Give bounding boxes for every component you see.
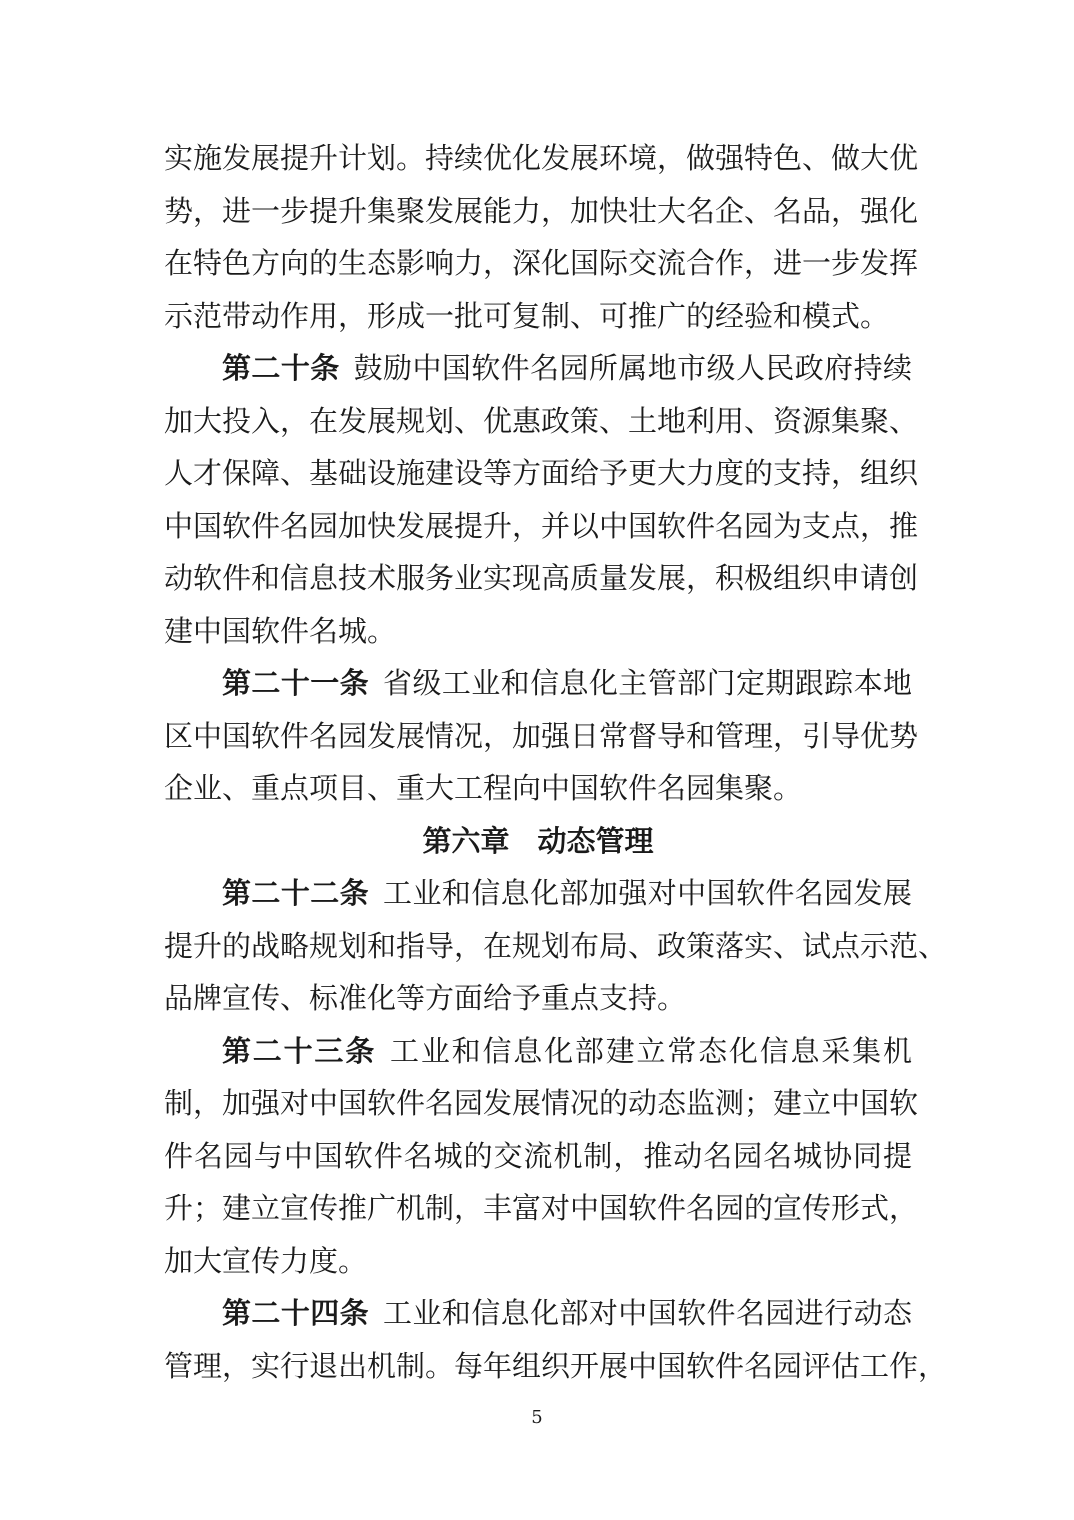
text-line: 制，加强对中国软件名园发展情况的动态监测；建立中国软 bbox=[164, 1086, 919, 1120]
text-segment: 鼓励中国软件名园所属地市级人民政府持续 bbox=[353, 351, 912, 385]
text-segment: 工业和信息化部加强对中国软件名园发展 bbox=[383, 876, 912, 910]
page-number: 5 bbox=[531, 1407, 543, 1428]
article-23-first-line bbox=[164, 1025, 912, 1078]
article-24-number: 第二十四条 bbox=[222, 1296, 370, 1330]
article-23-number: 第二十三条 bbox=[222, 1033, 377, 1068]
text-line: 示范带动作用，形成一批可复制、可推广的经验和模式。 bbox=[164, 298, 890, 333]
text-line: 区中国软件名园发展情况，加强日常督导和管理，引导优势 bbox=[164, 718, 919, 753]
text-line: 件名园与中国软件名城的交流机制，推动名园名城协同提 bbox=[164, 1138, 912, 1173]
article-20-first-line bbox=[164, 342, 912, 395]
article-20-number: 第二十条 bbox=[222, 351, 340, 385]
article-22-number: 第二十二条 bbox=[222, 876, 370, 910]
body-text bbox=[164, 132, 948, 1392]
chapter-title: 动态管理 bbox=[537, 823, 654, 858]
chapter-number: 第六章 bbox=[422, 823, 510, 858]
text-line: 提升的战略规划和指导，在规划布局、政策落实、试点示范、 bbox=[164, 928, 948, 963]
text-line: 动软件和信息技术服务业实现高质量发展，积极组织申请创 bbox=[164, 561, 919, 595]
chapter-heading bbox=[164, 815, 912, 868]
text-line: 管理，实行退出机制。每年组织开展中国软件名园评估工作， bbox=[164, 1348, 948, 1383]
text-line: 势，进一步提升集聚发展能力，加快壮大名企、名品，强化 bbox=[164, 193, 919, 228]
text-segment: 工业和信息化部建立常态化信息采集机 bbox=[390, 1033, 912, 1068]
text-line: 升；建立宣传推广机制，丰富对中国软件名园的宣传形式， bbox=[164, 1191, 919, 1225]
text-line: 人才保障、基础设施建设等方面给予更大力度的支持，组织 bbox=[164, 456, 919, 490]
article-24-first-line bbox=[164, 1287, 912, 1340]
text-line: 加大投入，在发展规划、优惠政策、土地利用、资源集聚、 bbox=[164, 403, 919, 438]
article-21-first-line bbox=[164, 657, 912, 710]
text-line: 建中国软件名城。 bbox=[164, 613, 397, 648]
text-line: 在特色方向的生态影响力，深化国际交流合作，进一步发挥 bbox=[164, 246, 919, 280]
article-21-number: 第二十一条 bbox=[222, 666, 370, 700]
text-line: 企业、重点项目、重大工程向中国软件名园集聚。 bbox=[164, 771, 803, 805]
text-line: 实施发展提升计划。持续优化发展环境，做强特色、做大优 bbox=[164, 141, 919, 175]
text-line: 品牌宣传、标准化等方面给予重点支持。 bbox=[164, 981, 687, 1015]
text-segment: 工业和信息化部对中国软件名园进行动态 bbox=[383, 1296, 912, 1330]
text-line: 加大宣传力度。 bbox=[164, 1243, 368, 1278]
text-segment: 省级工业和信息化主管部门定期跟踪本地 bbox=[383, 666, 912, 700]
article-22-first-line bbox=[164, 867, 912, 920]
text-line: 中国软件名园加快发展提升，并以中国软件名园为支点，推 bbox=[164, 508, 919, 543]
